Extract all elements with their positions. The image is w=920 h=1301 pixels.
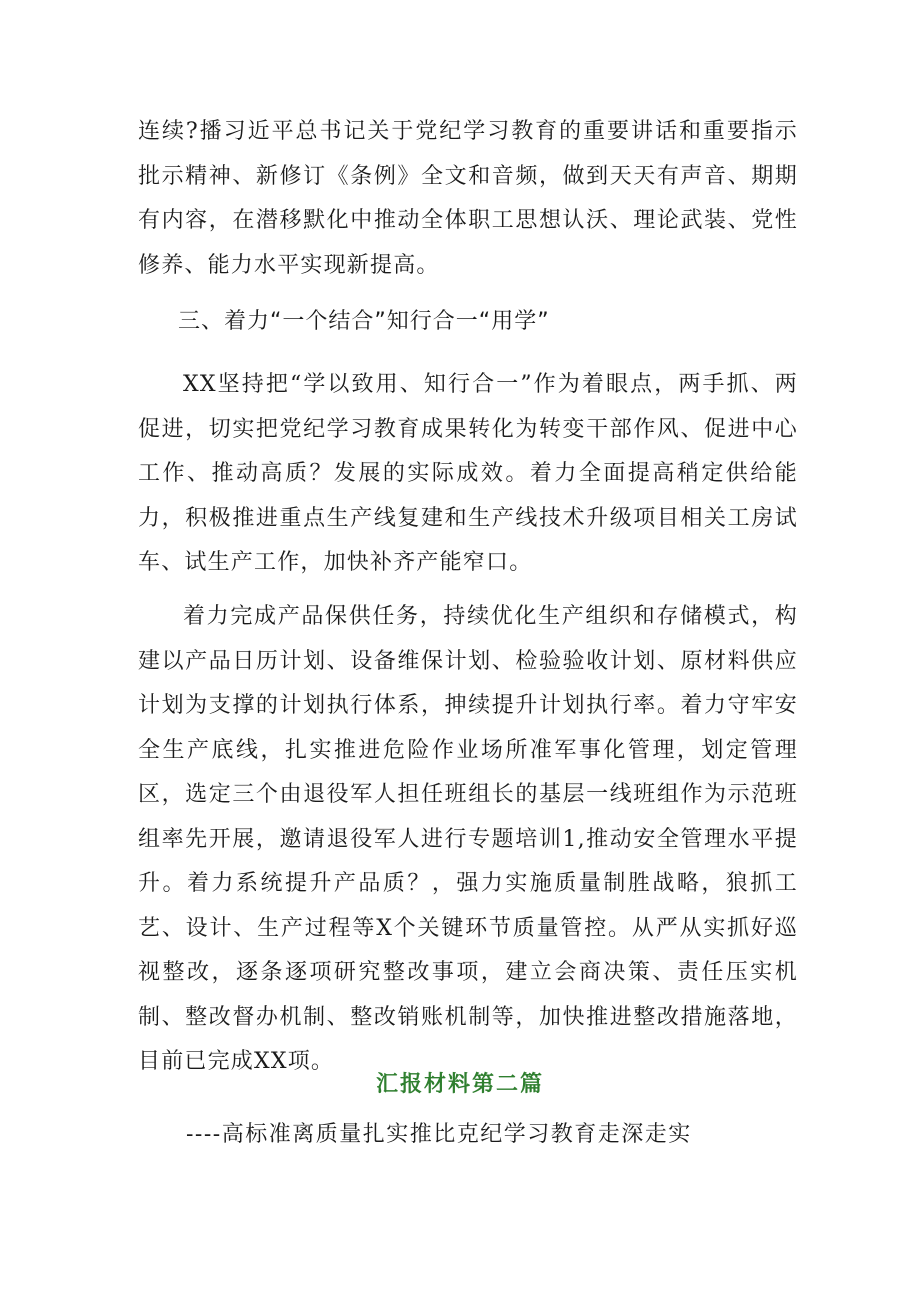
section-title: 汇报材料第二篇 [375,1071,544,1097]
paragraph-knowledge-action: XX坚持把“学以致用、知行合一”作为着眼点，两手抓、两促进，切实把党纪学习教育成果转化为转变干部作风、促进中心工作、推动高质？发展的实际成效。着力全面提高稍定供给能力，积极推进重点生产线复建和生产线技术升级项目相关工房试车、试生产工作，加快补齐产能窄口。 [138,372,798,575]
paragraph-study-broadcast: 连续?播习近平总书记关于党纪学习教育的重要讲话和重要指示批示精神、新修订《条例》全文和音频，做到天天有声音、期期有内容，在潜移默化中推动全体职工思想认沃、理论武装、党性修养、能力水平实现新提高。 [138,119,798,278]
section-subtitle: ----高标准离质量扎实推比克纪学习教育走深走实 [186,1122,692,1147]
heading-section-three: 三、着力“一个结合”知行合一“用学” [178,309,550,334]
paragraph-production-tasks: 着力完成产品保供任务，持续优化生产组织和存储模式，构建以产品日历计划、设备维保计划、检验验收计划、原材料供应计划为支撑的计划执行体系，抻续提升计划执行率。着力守牢安全生产底线，扎实推进危险作业场所准军事化管理，划定管理区，选定三个由退役军人担任班组长的基层一线班组作为示范班组率先开展，邀请退役军人进行专题培训1,推动安全管理水平提升。着力系统提升产品质？，强力实施质量制胜战略，狼抓工艺、设计、生产过程等X个关键环节质量管控。从严从实抓好巡视整改，逐条逐项研究整改事项，建立会商决策、责任压实机制、整改督办机制、整改销账机制等，加快推进整改措施落地，目前已完成XX项。 [138,604,798,1074]
